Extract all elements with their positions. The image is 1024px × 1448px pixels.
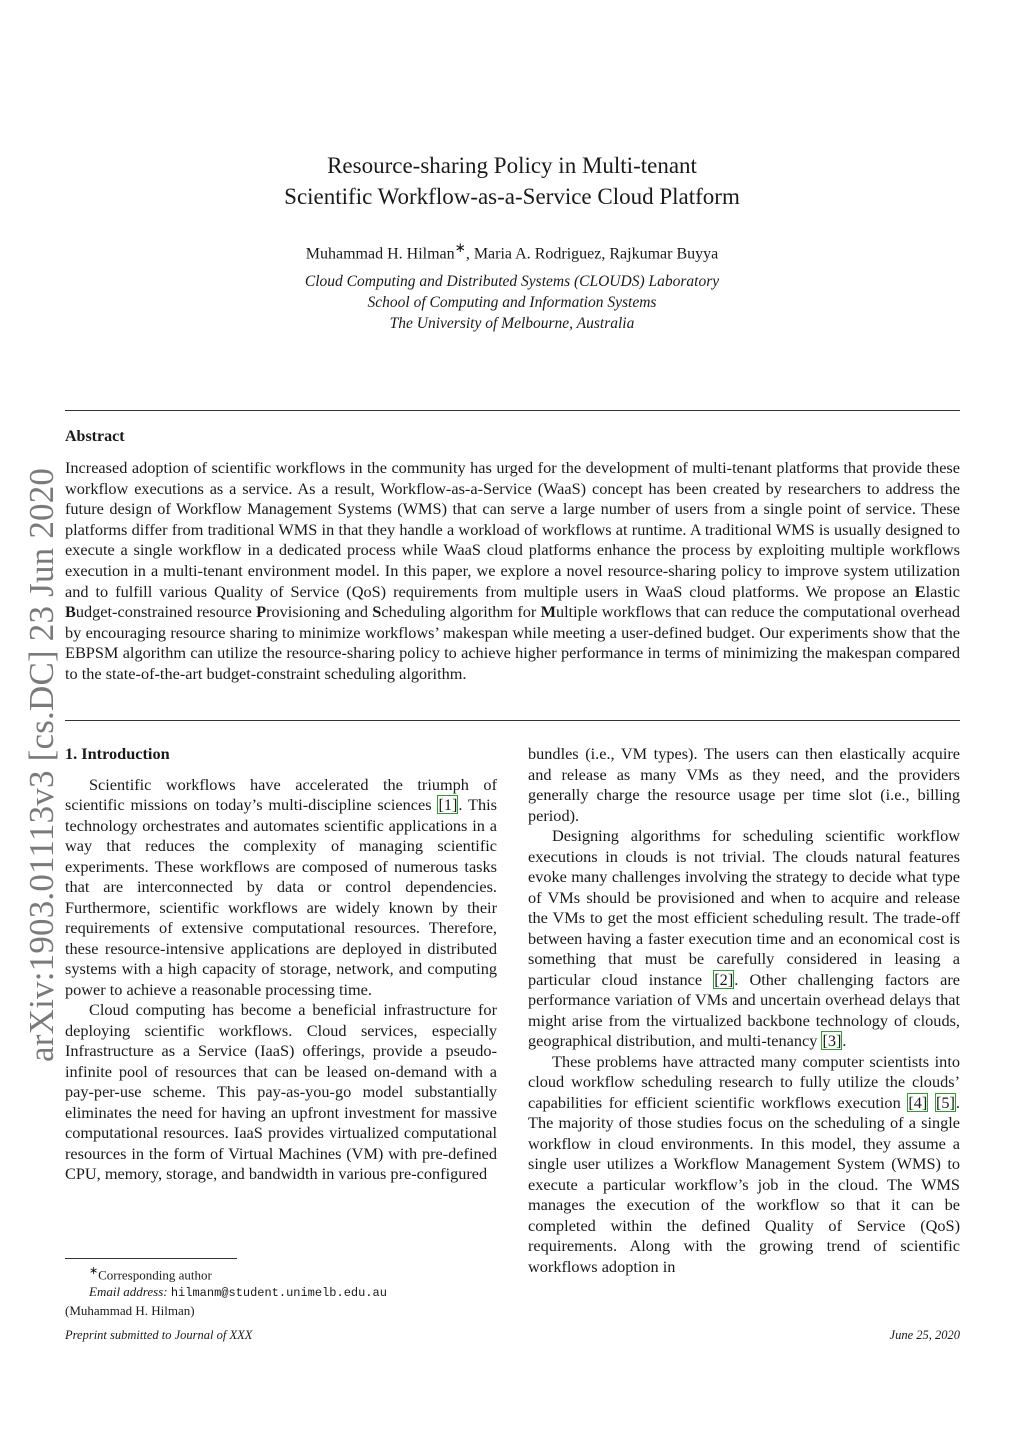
intro-p4-text-a: These problems have attracted many computer scientists into cloud workflow scheduling research to fully utilize the clouds’ capabilities for efficient scientific workflows execution — [528, 1051, 960, 1112]
abstract-heading: Abstract — [65, 428, 125, 445]
footnote-label: Corresponding author — [98, 1267, 212, 1283]
citation-2[interactable]: [2] — [714, 969, 734, 989]
footer-date: June 25, 2020 — [889, 1328, 960, 1342]
affiliation-line-1: Cloud Computing and Distributed Systems (CLOUDS) Laboratory — [304, 273, 720, 290]
email-address[interactable]: hilmanm@student.unimelb.edu.au — [170, 1286, 387, 1301]
affiliation-line-3: The University of Melbourne, Australia — [389, 315, 635, 332]
acronym-s-rest: cheduling algorithm for — [381, 602, 541, 622]
intro-paragraph-2-continued: bundles (i.e., VM types). The users can then elastically acquire and release as many VMs as they need, and the providers generally charge the resource usage per time slot (i.e., billing period). — [528, 744, 960, 825]
footnote-name: (Muhammad H. Hilman) — [65, 1303, 195, 1319]
affiliation-line-2: School of Computing and Information Systems — [367, 294, 657, 311]
acronym-b-rest: udget-constrained resource — [75, 602, 257, 622]
intro-p4-text-b: . The majority of those studies focus on the scheduling of a single workflow in cloud environments. In this model, they assume a single user utilizes a Workflow Management System (WMS) to execute a particular workflow’s job in the cloud. The WMS manages the execution of the workflow so that it can be completed within the defined Quality of Service (QoS) requirements. Along with the growing trend of scientific workflows adoption in — [528, 1092, 960, 1276]
acronym-e-rest: lastic — [925, 581, 960, 601]
abstract-text — [65, 458, 960, 685]
footnote-corresponding — [65, 1263, 485, 1283]
intro-paragraph-3 — [528, 826, 960, 1052]
citation-3[interactable]: [3] — [822, 1031, 842, 1050]
paper-title — [0, 150, 1024, 212]
acronym-b: B — [65, 602, 76, 622]
left-column — [65, 744, 497, 1185]
intro-p3-text-a: Designing algorithms for scheduling scientific workflow executions in clouds is not trivial. The clouds natural features evoke many challenges involving the strategy to decide what type of VMs should be provisioned and when to acquire and release the VMs to get the most efficient scheduling result. The trade-off between having a faster execution time and an economical cost is something that must be carefully considered in leasing a particular cloud instance — [528, 826, 960, 989]
footnote-email-line — [65, 1283, 485, 1302]
citation-5[interactable]: [5] — [935, 1092, 955, 1112]
acronym-e: E — [914, 581, 926, 601]
intro-p1-text-a: Scientific workflows have accelerated the triumph of scientific missions on today’s multi-discipline sciences — [65, 774, 497, 814]
author-hilman: Muhammad H. Hilman — [305, 245, 455, 263]
arxiv-identifier-stamp: arXiv:1903.01113v3 [cs.DC] 23 Jun 2020 — [22, 467, 61, 1062]
right-column — [528, 744, 960, 1277]
author-list — [0, 240, 1024, 263]
acronym-p-rest: rovisioning and — [266, 602, 373, 622]
corresponding-author-mark[interactable]: ∗ — [454, 240, 466, 255]
intro-p3-text-c: . — [842, 1031, 847, 1050]
footnote — [65, 1263, 485, 1319]
intro-p1-text-b: . This technology orchestrates and automates scientific applications in a way that reduces the complexity of managing scientific experiments. These workflows are composed of numerous tasks that are interconnected by data or control dependencies. Furthermore, scientific workflows are widely known by their requirements of extensive computational resources. Therefore, these resource-intensive applications are deployed in distributed systems with a high capacity of storage, network, and computing power to achieve a reasonable processing time. — [65, 795, 497, 999]
acronym-p: P — [256, 602, 267, 622]
abstract-bottom-rule — [65, 720, 960, 721]
intro-paragraph-1 — [65, 775, 497, 1001]
title-line-1: Resource-sharing Policy in Multi-tenant — [327, 153, 697, 178]
footnote-mark: ∗ — [89, 1265, 99, 1277]
intro-p3-text-b: . Other challenging factors are performance variation of VMs and uncertain overhead delays that might arise from the virtualized backbone technology of clouds, geographical distribution, and multi-tenancy — [528, 969, 961, 1050]
section-heading-introduction: 1. Introduction — [65, 744, 170, 763]
citation-1[interactable]: [1] — [438, 795, 458, 814]
title-line-2: Scientific Workflow-as-a-Service Cloud Platform — [284, 184, 740, 209]
acronym-s: S — [372, 602, 382, 622]
footer-preprint-note: Preprint submitted to Journal of XXX — [65, 1328, 253, 1342]
acronym-m: M — [540, 602, 556, 622]
citation-4[interactable]: [4] — [908, 1092, 928, 1112]
email-label: Email address: — [89, 1284, 168, 1300]
intro-paragraph-2: Cloud computing has become a beneficial infrastructure for deploying scientific workflows. Cloud services, especially Infrastructure as a Service (IaaS) offerings, provide a pseudo-infinite pool of resources that can be leased on-demand with a pay-per-use scheme. This pay-as-you-go model substantially eliminates the need for having an upfront investment for massive computational resources. IaaS provides virtualized computational resources in the form of Virtual Machines (VM) with pre-defined CPU, memory, storage, and bandwidth in various pre-configured — [65, 1000, 497, 1183]
abstract-part-2: ultiple workflows that can reduce the computational overhead by encouraging resource sharing to minimize workflows’ makespan while meeting a user-defined budget. Our experiments show that the EBPSM algorithm can utilize the resource-sharing policy to achieve higher performance in terms of minimizing the makespan compared to the state-of-the-art budget-constraint scheduling algorithm. — [65, 602, 960, 683]
affiliation — [0, 271, 1024, 334]
abstract-top-rule — [65, 410, 960, 411]
intro-paragraph-4 — [528, 1052, 960, 1278]
abstract-part-1: Increased adoption of scientific workflows in the community has urged for the development of multi-tenant platforms that provide these workflow executions as a service. As a result, Workflow-as-a-Service (WaaS) concept has been created by researchers to address the future design of Workflow Management Systems (WMS) that can serve a large number of users from a single point of service. These platforms differ from traditional WMS in that they handle a workload of workflows at runtime. A traditional WMS is usually designed to execute a single workflow in a dedicated process while WaaS cloud platforms enhance the process by exploiting multiple workflows execution in a multi-tenant environment model. In this paper, we explore a novel resource-sharing policy to improve system utilization and to fulfill various Quality of Service (QoS) requirements from multiple users in WaaS cloud platforms. We propose an — [65, 458, 960, 601]
footnote-rule — [65, 1258, 237, 1259]
author-others: , Maria A. Rodriguez, Rajkumar Buyya — [465, 245, 719, 263]
